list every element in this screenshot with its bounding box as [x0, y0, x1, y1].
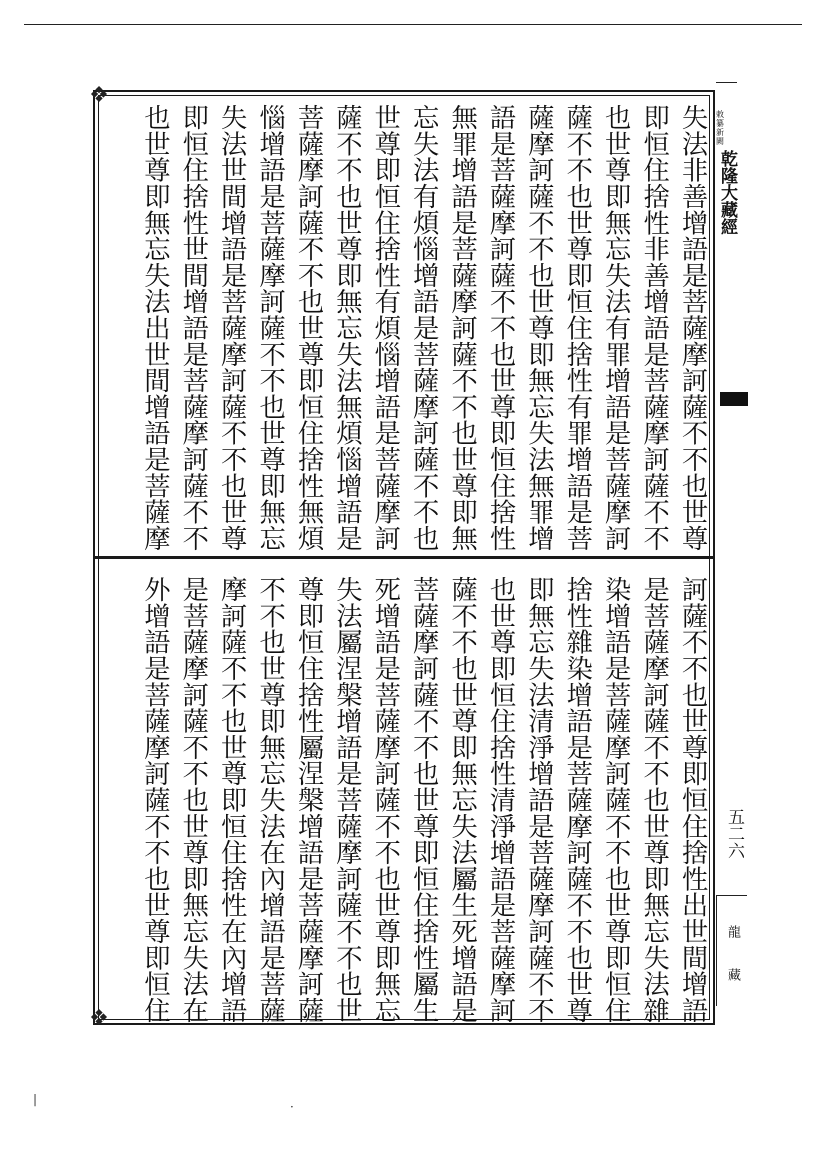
upper-column-10: 薩不不也世尊即無忘失法無煩惱增語是: [331, 104, 362, 552]
lower-column-8: 菩薩摩訶薩不不也世尊即恒住捨性屬生: [408, 576, 439, 1024]
lower-column-4: 捨性雜染增語是菩薩摩訶薩不不也世尊: [561, 576, 592, 1024]
upper-column-5: 薩摩訶薩不不也世尊即無忘失法無罪增: [523, 104, 554, 552]
thumb-tab-mark: [720, 392, 748, 406]
upper-column-14: 即恒住捨性世間增語是菩薩摩訶薩不不: [177, 104, 208, 552]
corner-ornament-bottom-left-icon: ❖: [89, 1006, 109, 1031]
top-rule: [24, 24, 802, 25]
series-tag: 敕纂新闕: [716, 110, 724, 146]
lower-column-5: 即無忘失法清淨增語是菩薩摩訶薩不不: [523, 576, 554, 1024]
section-divider: [93, 556, 715, 559]
upper-column-3: 也世尊即無忘失法有罪增語是菩薩摩訶: [600, 104, 631, 552]
upper-column-11: 菩薩摩訶薩不不也世尊即恒住捨性無煩: [293, 104, 323, 552]
lower-column-12: 不不也世尊即無忘失法在內增語是菩薩: [254, 576, 285, 1024]
lower-column-10: 失法屬涅槃增語是菩薩摩訶薩不不也世: [331, 576, 362, 1024]
corner-ornament-top-left-icon: ❖: [89, 83, 109, 108]
upper-column-2: 即恒住捨性非善增語是菩薩摩訶薩不不: [638, 104, 669, 552]
upper-column-7: 無罪增語是菩薩摩訶薩不不也世尊即無: [446, 104, 477, 552]
lower-column-14: 是菩薩摩訶薩不不也世尊即無忘失法在: [177, 576, 208, 1024]
lower-column-1: 訶薩不不也世尊即恒住捨性出世間增語: [677, 576, 707, 1024]
lower-column-7: 薩不不也世尊即無忘失法屬生死增語是: [446, 576, 477, 1024]
upper-column-15: 也世尊即無忘失法出世間增語是菩薩摩: [139, 104, 170, 552]
collection-mark: 龍藏: [725, 925, 740, 1011]
upper-column-9: 世尊即恒住捨性有煩惱增語是菩薩摩訶: [369, 104, 400, 552]
upper-column-12: 惱增語是菩薩摩訶薩不不也世尊即無忘: [254, 104, 285, 552]
lower-column-2: 是菩薩摩訶薩不不也世尊即無忘失法雜: [638, 576, 669, 1024]
lower-column-6: 也世尊即恒住捨性清淨增語是菩薩摩訶: [485, 576, 515, 1024]
stray-mark-center: ·: [290, 1100, 294, 1114]
upper-column-1: 失法非善增語是菩薩摩訶薩不不也世尊: [677, 104, 707, 552]
upper-column-4: 薩不不也世尊即恒住捨性有罪增語是菩: [561, 104, 592, 552]
margin-rule: [716, 82, 737, 83]
upper-column-13: 失法世間增語是菩薩摩訶薩不不也世尊: [216, 104, 247, 552]
lower-column-11: 尊即恒住捨性屬涅槃增語是菩薩摩訶薩: [293, 576, 323, 1024]
upper-column-6: 語是菩薩摩訶薩不不也世尊即恒住捨性: [485, 104, 515, 552]
page-number: 五二六: [724, 808, 744, 859]
lower-column-3: 染增語是菩薩摩訶薩不不也世尊即恒住: [600, 576, 631, 1024]
stray-mark-left: |: [33, 1092, 38, 1106]
lower-column-9: 死增語是菩薩摩訶薩不不也世尊即無忘: [369, 576, 400, 1024]
collection-title: 乾隆大藏經: [717, 150, 737, 235]
upper-column-8: 忘失法有煩惱增語是菩薩摩訶薩不不也: [408, 104, 439, 552]
lower-column-15: 外增語是菩薩摩訶薩不不也世尊即恒住: [139, 576, 170, 1024]
lower-column-13: 摩訶薩不不也世尊即恒住捨性在內增語: [216, 576, 247, 1024]
